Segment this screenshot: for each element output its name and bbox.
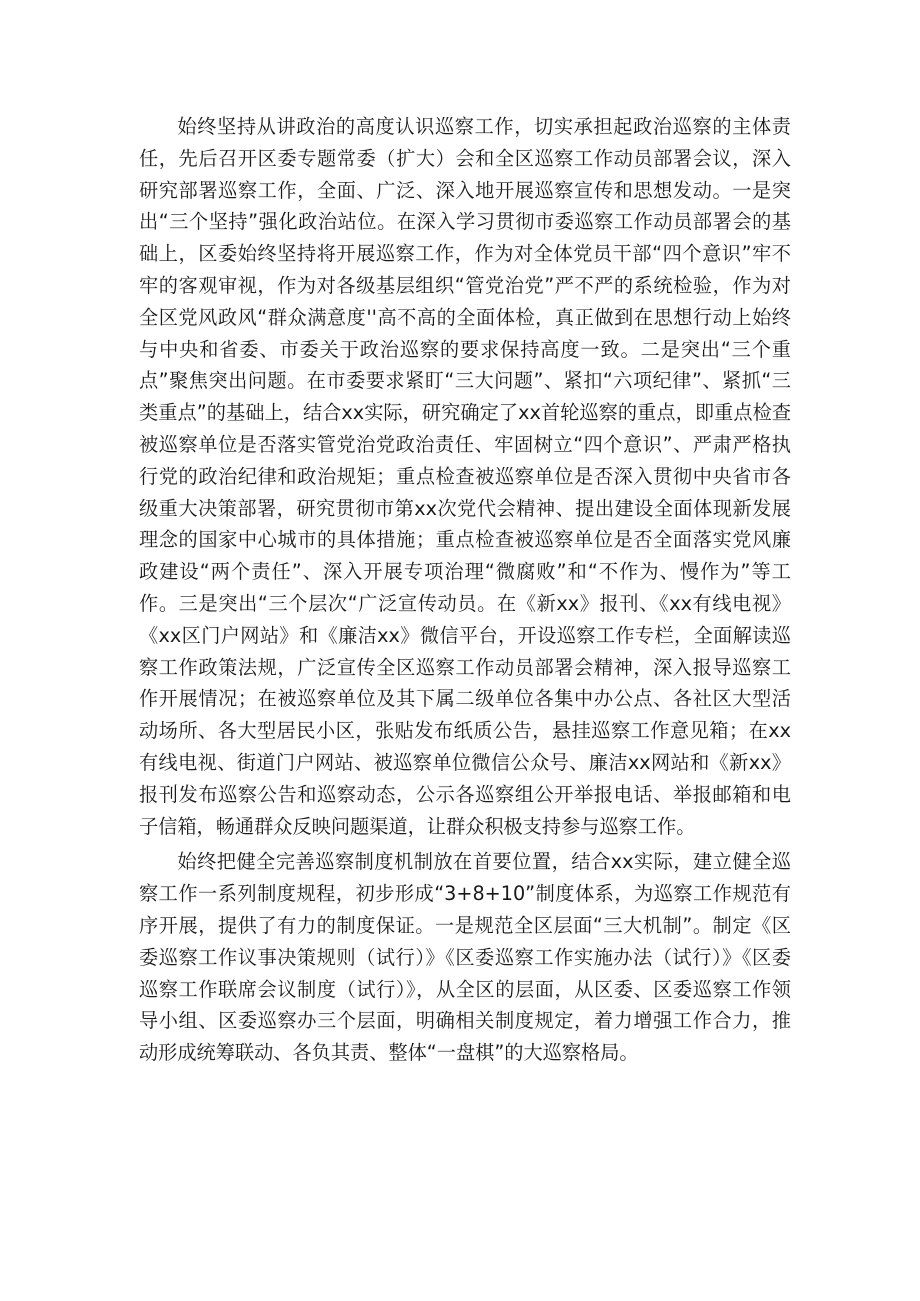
paragraph-inspection-publicity: 始终坚持从讲政治的高度认识巡察工作，切实承担起政治巡察的主体责任，先后召开区委专题常委（扩大）会和全区巡察工作动员部署会议，深入研究部署巡察工作，全面、广泛、深入地开展巡察宣传和思想发动。一是突出“三个坚持”强化政治站位。在深入学习贯彻市委巡察工作动员部署会的基础上，区委始终坚持将开展巡察工作，作为对全体党员干部“四个意识”牢不牢的客观审视，作为对各级基层组织“管党治党”严不严的系统检验，作为对全区党风政风“群众满意度''高不高的全面体检，真正做到在思想行动上始终与中央和省委、市委关于政治巡察的要求保持高度一致。二是突出“三个重点”聚焦突出问题。在市委要求紧盯“三大问题”、紧扣“六项纪律”、紧抓“三类重点”的基础上，结合xx实际，研究确定了xx首轮巡察的重点，即重点检查被巡察单位是否落实管党治党政治责任、牢固树立“四个意识”、严肃严格执行党的政治纪律和政治规矩；重点检查被巡察单位是否深入贯彻中央省市各级重大决策部署，研究贯彻市第xx次党代会精神、提出建设全面体现新发展理念的国家中心城市的具体措施；重点检查被巡察单位是否全面落实党风廉政建设“两个责任”、深入开展专项治理“微腐败”和“不作为、慢作为”等工作。三是突出“三个层次“广泛宣传动员。在《新xx》报刊、《xx有线电视》《xx区门户网站》和《廉洁xx》微信平台，开设巡察工作专栏，全面解读巡察工作政策法规，广泛宣传全区巡察工作动员部署会精神，深入报导巡察工作开展情况；在被巡察单位及其下属二级单位各集中办公点、各社区大型活动场所、各大型居民小区，张贴发布纸质公告，悬挂巡察工作意见箱；在xx有线电视、街道门户网站、被巡察单位微信公众号、廉洁xx网站和《新xx》报刊发布巡察公告和巡察动态，公示各巡察组公开举报电话、举报邮箱和电子信箱，畅通群众反映问题渠道，让群众积极支持参与巡察工作。 (139, 115, 791, 838)
document-body (139, 111, 791, 1069)
paragraph-inspection-system: 始终把健全完善巡察制度机制放在首要位置，结合xx实际，建立健全巡察工作一系列制度规程，初步形成“3+8+10”制度体系，为巡察工作规范有序开展，提供了有力的制度保证。一是规范全区层面“三大机制”。制定《区委巡察工作议事决策规则（试行）》《区委巡察工作实施办法（试行）》《区委巡察工作联席会议制度（试行）》，从全区的层面，从区委、区委巡察工作领导小组、区委巡察办三个层面，明确相关制度规定，着力增强工作合力，推动形成统筹联动、各负其责、整体“一盘棋”的大巡察格局。 (139, 850, 791, 1065)
